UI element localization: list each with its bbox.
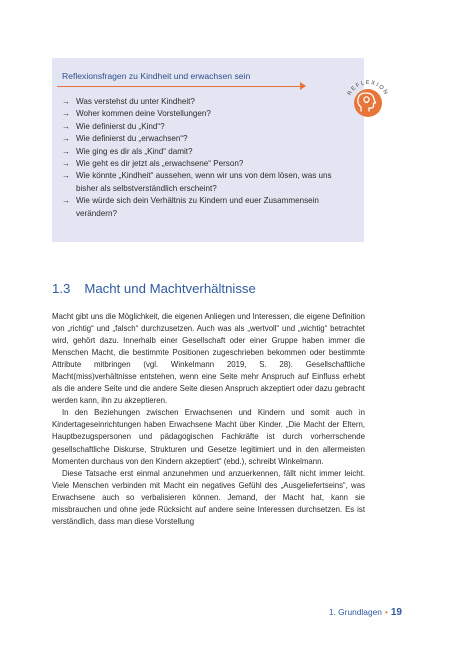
section-heading [52, 281, 256, 296]
footer-separator: • [384, 607, 388, 617]
list-item: → Wie ging es dir als „Kind“ damit? [62, 146, 347, 158]
paragraph: Diese Tatsache erst einmal anzunehmen und anzuerkennen, fällt nicht immer leicht. Viele Menschen verbinden mit Macht ein negatives Gefühl des „Ausgeliefertseins“, was Erwachsene auch so verbalisieren können. Jemand, der Macht hat, kann sie missbrauchen und ohne jede Rücksicht auf andere seine Interessen durchsetzen. Es ist verständlich, dass man diese Vorstellung [52, 468, 365, 526]
footer-chapter: 1. Grundlagen [328, 607, 382, 617]
underline-arrowhead [300, 82, 306, 90]
question-list [62, 96, 347, 220]
arrow-right-icon: → [62, 121, 70, 131]
arrow-right-icon: → [62, 196, 70, 206]
arrow-right-icon: → [62, 171, 70, 181]
list-item: → Was verstehst du unter Kindheit? [62, 96, 347, 108]
paragraph: Macht gibt uns die Möglichkeit, die eigenen Anliegen und Interessen, die eigene Definition von „richtig“ und „falsch“ durchzusetzen. Auch was als „wertvoll“ und „wichtig“ betrachtet wird, gehört dazu. Innerhalb einer Gesellschaft oder einer Gruppe haben immer die Menschen Macht, die bestimmte Positionen zugeschrieben bekommen oder bestimmte Attribute mitbringen (vgl. Winkelmann 2019, S. 28). Gesellschaftliche Macht(miss)verhältnisse entstehen, wenn eine Seite mehr Anspruch auf Einfluss erhebt als die andere Seite und die andere Seite diesen Anspruch akzeptiert oder dazu gebracht werden kann, ihn zu akzeptieren. [52, 312, 365, 406]
list-item: → Wie definierst du „Kind“? [62, 121, 347, 133]
list-item: → Wie geht es dir jetzt als „erwachsene“ Person? [62, 158, 347, 170]
list-item: → Wie könnte „Kindheit“ aussehen, wenn wir uns von dem lösen, was uns bisher als selbstverständlich erscheint? [62, 171, 332, 193]
paragraph: In den Beziehungen zwischen Erwachsenen und Kindern und somit auch in Kindertageseinrichtungen haben Erwachsene Macht über Kinder. „Die Macht der Eltern, Hauptbezugspersonen und pädagogischen Fachkräfte ist durch vorherrschende gesellschaftliche Diskurse, Strukturen und Gesetze legitimiert und in den allermeisten Momenten durchaus von den Kindern akzeptiert“ (ebd.), schreibt Winkelmann. [52, 408, 365, 466]
section-title: Macht und Machtverhältnisse [84, 281, 256, 296]
body-text [52, 311, 365, 528]
arrow-right-icon: → [62, 109, 70, 119]
arrow-right-icon: → [62, 159, 70, 169]
list-item: → Wie definierst du „erwachsen“? [62, 133, 347, 145]
arrow-right-icon: → [62, 134, 70, 144]
badge-label: REFLEXION [346, 79, 390, 97]
list-item: → Woher kommen deine Vorstellungen? [62, 108, 347, 120]
reflection-box-title: Reflexionsfragen zu Kindheit und erwachsen sein [62, 71, 251, 81]
title-underline [57, 86, 305, 87]
reflection-badge [340, 73, 396, 129]
page-number: 19 [390, 607, 402, 618]
list-item: → Wie würde sich dein Verhältnis zu Kindern und euer Zusammensein verändern? [62, 196, 319, 218]
arrow-right-icon: → [62, 146, 70, 156]
section-number: 1.3 [52, 281, 71, 296]
page-footer [329, 607, 402, 618]
arrow-right-icon: → [62, 97, 70, 106]
